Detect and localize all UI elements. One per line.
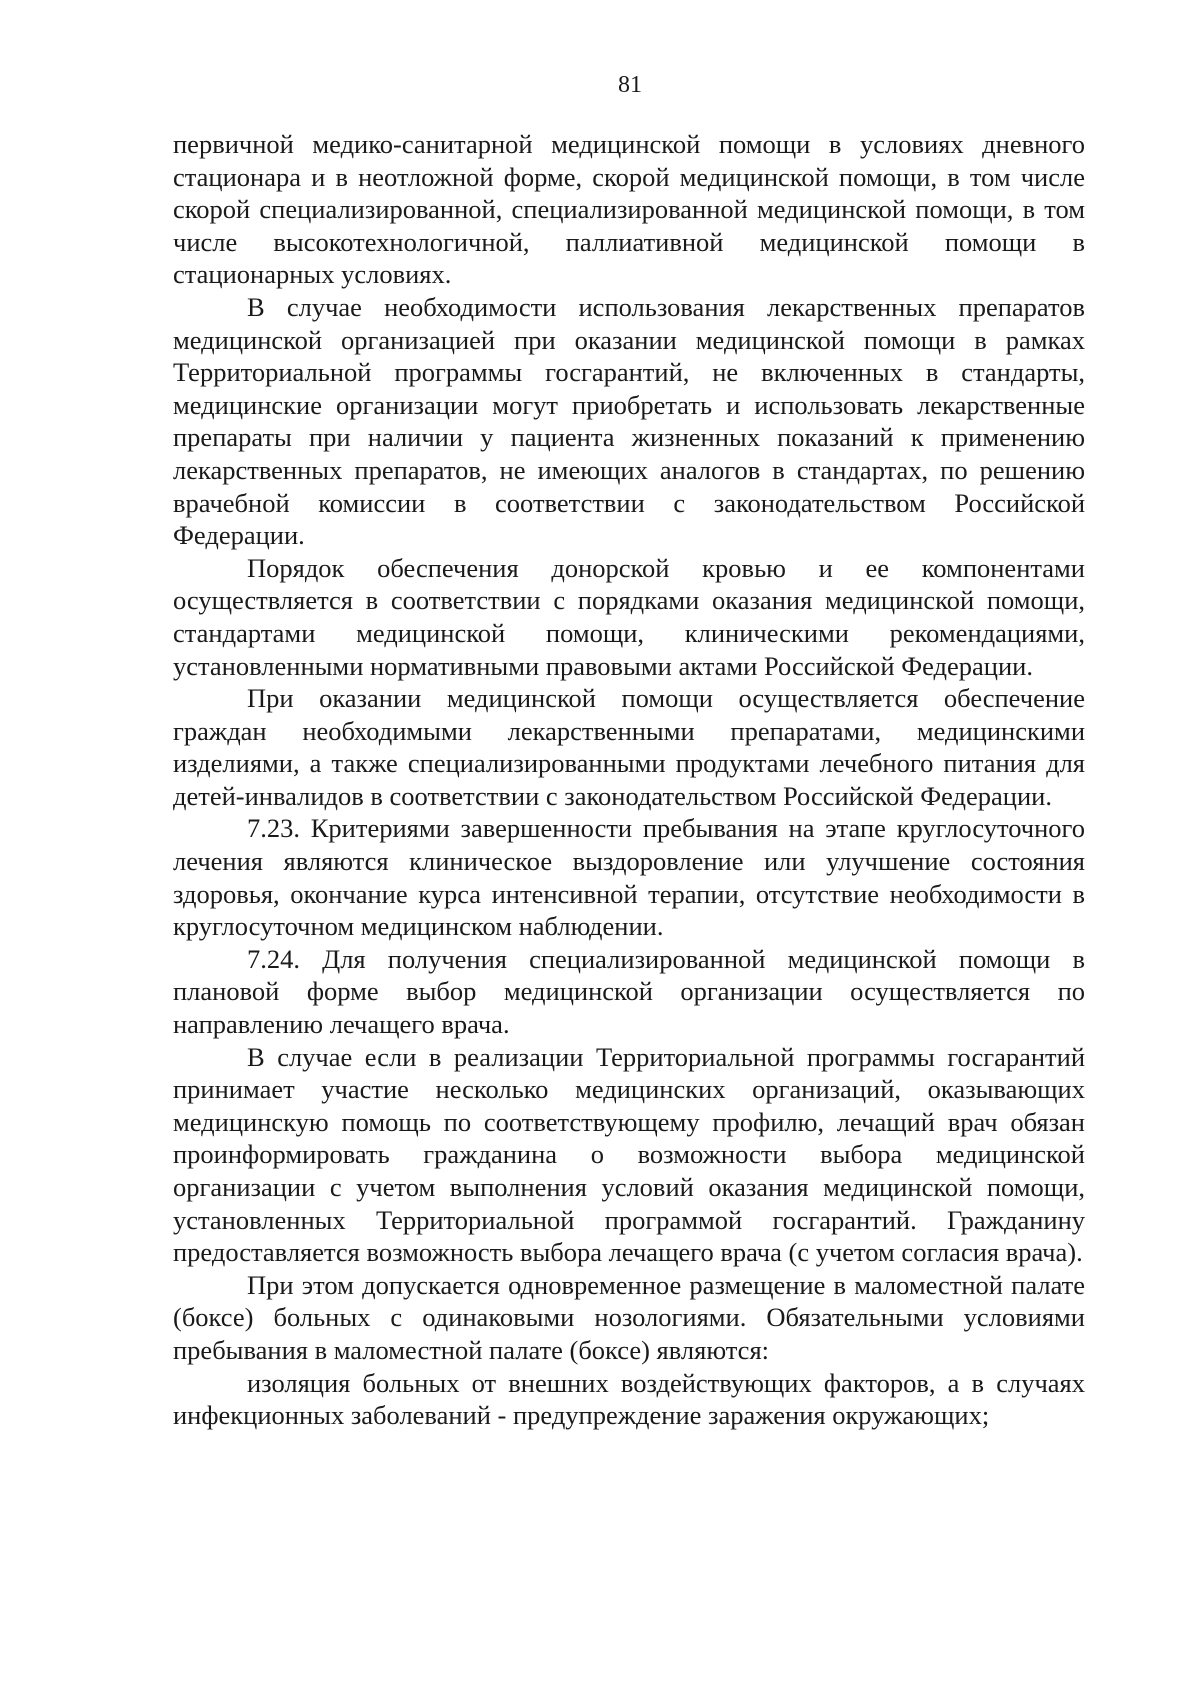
paragraph-donor-blood: Порядок обеспечения донорской кровью и ее компонентами осуществляется в соответствии с порядками оказания медицинской помощи, стандартами медицинской помощи, клиническими рекомендациями, установленными нормативными правовыми актами Российской Федерации. [173, 552, 1085, 681]
paragraph-continuation: первичной медико-санитарной медицинской помощи в условиях дневного стационара и в неотложной форме, скорой медицинской помощи, в том числе скорой специализированной, специализированной медицинской помощи, в том числе высокотехнологичной, паллиативной медицинской помощи в стационарных условиях. [173, 129, 1085, 290]
document-body [173, 128, 1085, 1432]
paragraph-7-24: 7.24. Для получения специализированной медицинской помощи в плановой форме выбор медицинской организации осуществляется по направлению лечащего врача. [173, 943, 1085, 1040]
page-number: 81 [618, 72, 642, 98]
paragraph-isolation: изоляция больных от внешних воздействующих факторов, а в случаях инфекционных заболеваний - предупреждение заражения окружающих; [173, 1367, 1085, 1431]
paragraph-medicines: В случае необходимости использования лекарственных препаратов медицинской организацией при оказании медицинской помощи в рамках Территориальной программы госгарантий, не включенных в стандарты, медицинские организации могут приобретать и использовать лекарственные препараты при наличии у пациента жизненных показаний к применению лекарственных препаратов, не имеющих аналогов в стандартах, по решению врачебной комиссии в соответствии с законодательством Российской Федерации. [173, 291, 1085, 551]
paragraph-provision: При оказании медицинской помощи осуществляется обеспечение граждан необходимыми лекарственными препаратами, медицинскими изделиями, а также специализированными продуктами лечебного питания для детей-инвалидов в соответствии с законодательством Российской Федерации. [173, 683, 1085, 811]
paragraph-7-23: 7.23. Критериями завершенности пребывания на этапе круглосуточного лечения являются клиническое выздоровление или улучшение состояния здоровья, окончание курса интенсивной терапии, отсутствие необходимости в круглосуточном медицинском наблюдении. [173, 813, 1085, 942]
paragraph-choice-of-doctor: В случае если в реализации Территориальной программы госгарантий принимает участие несколько медицинских организаций, оказывающих медицинскую помощь по соответствующему профилю, лечащий врач обязан проинформировать гражданина о возможности выбора медицинской организации с учетом выполнения условий оказания медицинской помощи, установленных Территориальной программой госгарантий. Гражданину предоставляется возможность выбора лечащего врача (с учетом согласия врача). [173, 1041, 1085, 1268]
paragraph-small-ward: При этом допускается одновременное размещение в маломестной палате (боксе) больных с одинаковыми нозологиями. Обязательными условиями пребывания в маломестной палате (боксе) являются: [173, 1269, 1085, 1365]
